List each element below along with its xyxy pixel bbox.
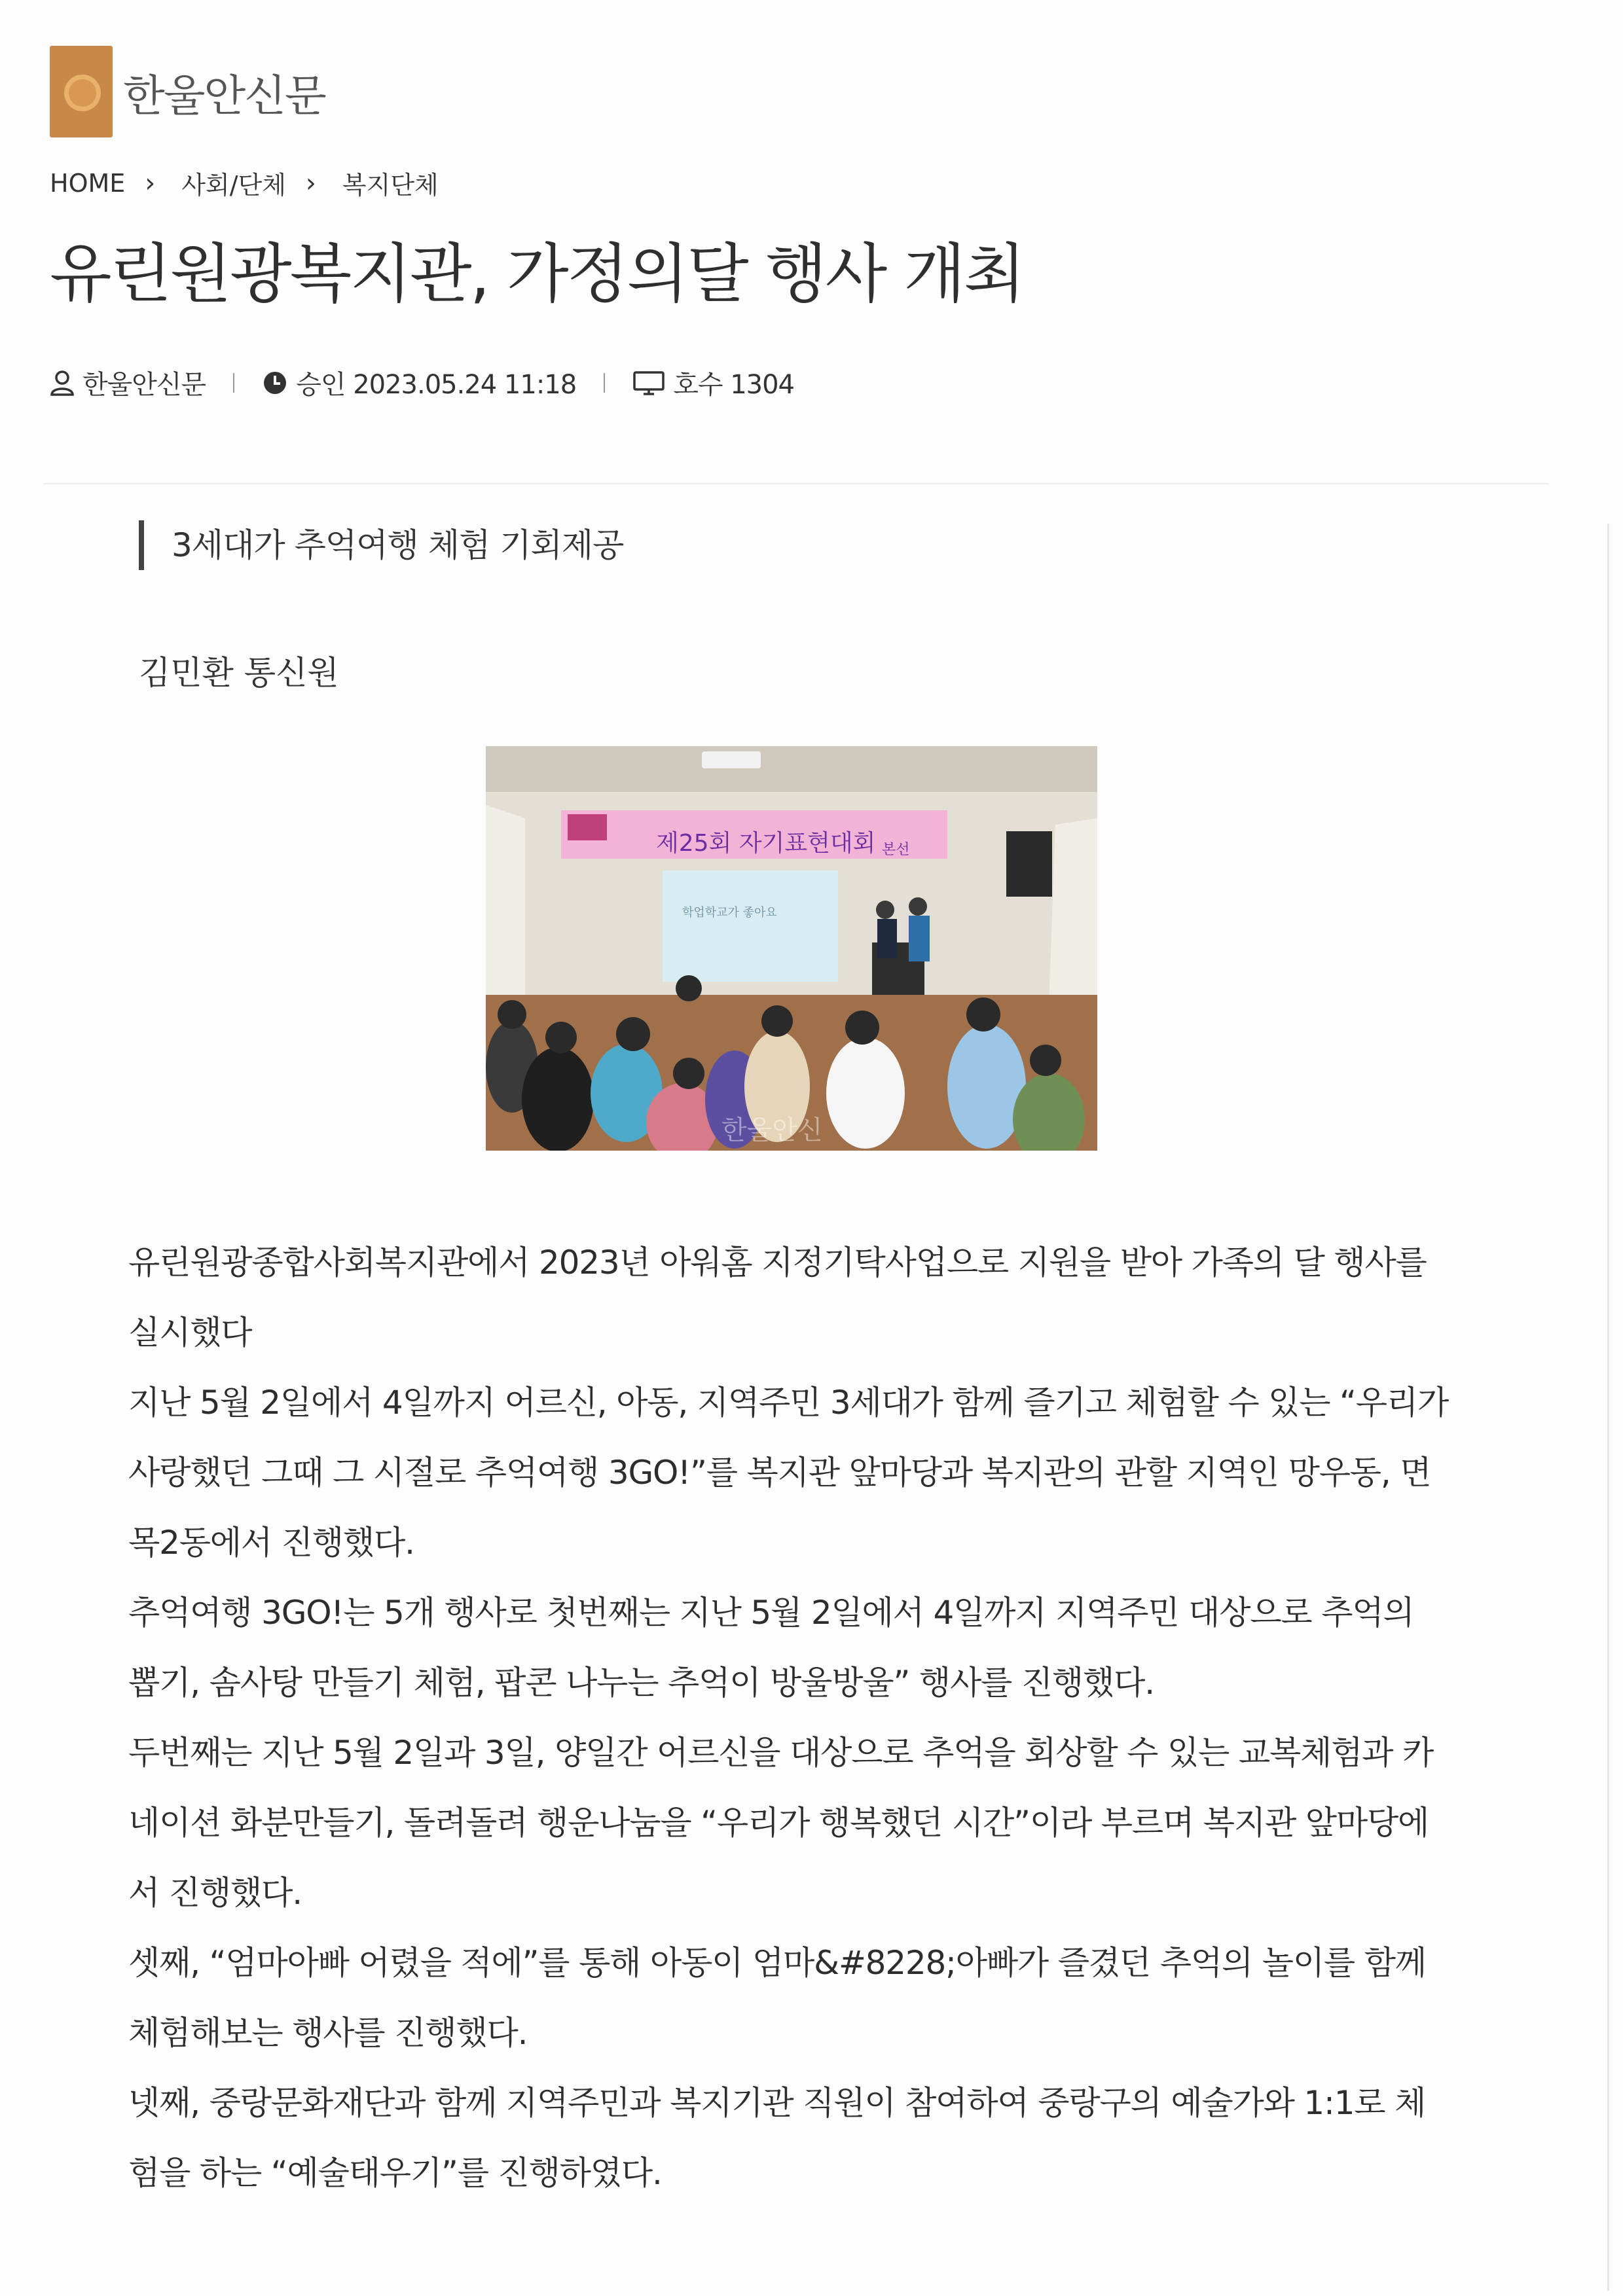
article-title: 유린원광복지관, 가정의달 행사 개최: [50, 237, 1024, 312]
breadcrumb: [50, 165, 439, 201]
user-icon: [50, 370, 75, 396]
meta-issue: [632, 364, 794, 401]
header-divider: [43, 483, 1549, 484]
photo-watermark: 한울안신: [721, 1115, 823, 1145]
breadcrumb-subsection[interactable]: 복지단체: [342, 171, 439, 200]
photo-banner-title: 제25회 자기표현대회: [656, 830, 876, 857]
monitor-icon: [632, 370, 665, 396]
meta-approved: [262, 364, 576, 401]
article-photo: [486, 746, 1097, 1151]
meta-issue-text: 호수 1304: [673, 370, 795, 400]
article-paragraph: 지난 5월 2일에서 4일까지 어르신, 아동, 지역주민 3세대가 함께 즐기고 체험할 수 있는 “우리가 사랑했던 그때 그 시절로 추억여행 3GO!”를 복지관 앞마당과 복지관의 관할 지역인 망우동, 면목2동에서 진행했다.: [128, 1384, 1449, 1562]
meta-author-text: 한울안신문: [82, 370, 206, 400]
article-meta: [50, 364, 794, 401]
site-name: 한울안신문: [123, 70, 325, 121]
article-paragraph: 유린원광종합사회복지관에서 2023년 아워홈 지정기탁사업으로 지원을 받아 가족의 달 행사를 실시했다: [128, 1244, 1427, 1352]
chevron-right-icon: ›: [145, 168, 156, 198]
photo-screen-text: 학업학교가 좋아요: [682, 906, 777, 920]
logo-emblem: [50, 46, 113, 137]
clock-icon: [262, 370, 288, 396]
meta-author: [50, 364, 206, 401]
article-paragraph: 추억여행 3GO!는 5개 행사로 첫번째는 지난 5월 2일에서 4일까지 지역주민 대상으로 추억의 뽑기, 솜사탕 만들기 체험, 팝콘 나누는 추억이 방울방울” 행사를 진행했다.: [128, 1594, 1414, 1702]
article-body: [128, 1228, 1451, 2208]
breadcrumb-section[interactable]: 사회/단체: [181, 171, 286, 200]
meta-approved-text: 승인 2023.05.24 11:18: [296, 370, 577, 400]
meta-divider: [604, 373, 605, 393]
meta-divider: [233, 373, 234, 393]
article-byline: 김민환 통신원: [139, 654, 339, 692]
chevron-right-icon: ›: [305, 168, 316, 198]
article-paragraph: 셋째, “엄마아빠 어렸을 적에”를 통해 아동이 엄마&#8228;아빠가 즐겼던 추억의 놀이를 함께 체험해보는 행사를 진행했다.: [128, 1944, 1426, 2052]
content-border: [1607, 524, 1609, 2291]
site-logo[interactable]: [50, 46, 325, 137]
article-subtitle: 3세대가 추억여행 체험 기회제공: [139, 520, 623, 570]
article-paragraph: 넷째, 중랑문화재단과 함께 지역주민과 복지기관 직원이 참여하여 중랑구의 예술가와 1:1로 체험을 하는 “예술태우기”를 진행하였다.: [128, 2084, 1426, 2192]
article-paragraph: 두번째는 지난 5월 2일과 3일, 양일간 어르신을 대상으로 추억을 회상할 수 있는 교복체험과 카네이션 화분만들기, 돌려돌려 행운나눔을 “우리가 행복했던 시간”이라 부르며 복지관 앞마당에서 진행했다.: [128, 1734, 1434, 1912]
breadcrumb-home[interactable]: HOME: [50, 168, 126, 198]
photo-banner-side: 본선: [882, 842, 910, 858]
